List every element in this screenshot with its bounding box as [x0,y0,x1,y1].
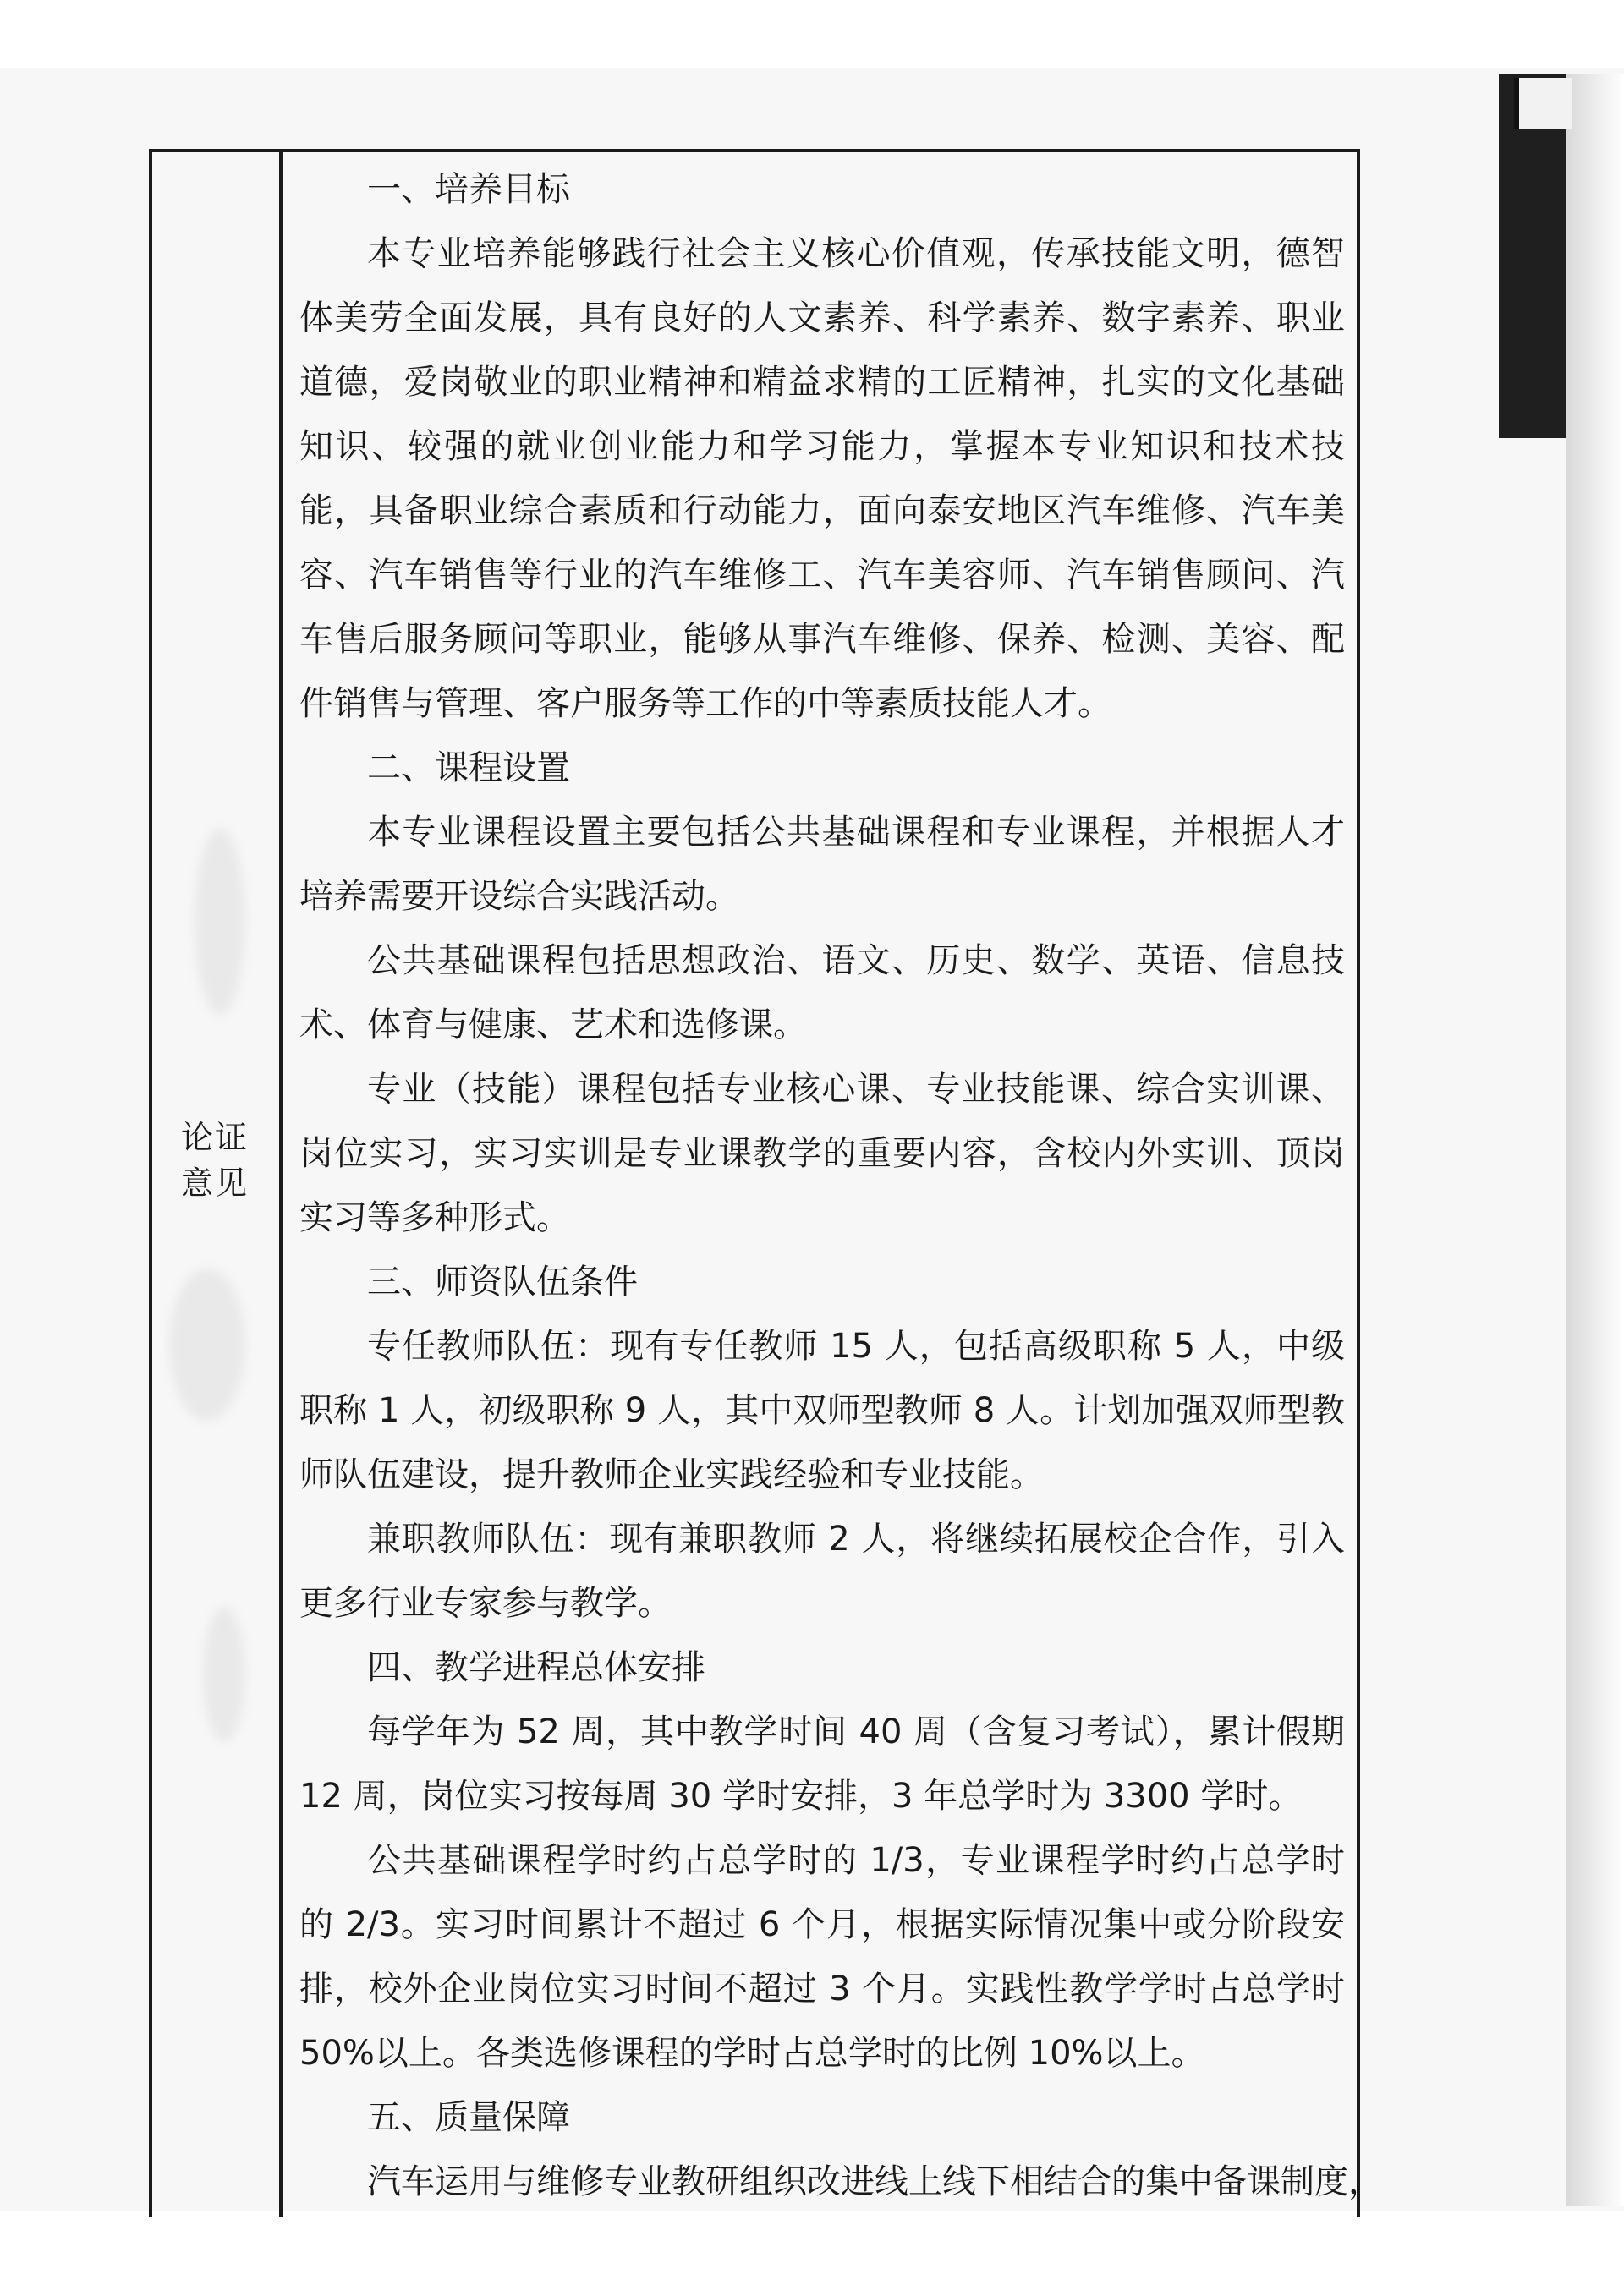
section-heading-faculty: 三、师资队伍条件 [367,1263,638,1301]
paragraph-schedule-hours: 公共基础课程学时约占总学时的 1/3，专业课程学时约占总学时的 2/3。实习时间累计不超过 6 个月，根据实际情况集中或分阶段安排，校外企业岗位实习时间不超过 3 个月。实践性教学学时占总学时 50%以上。各类选修课程的学时占总学时的比例 10%以上。 [299,1841,1345,2073]
section-heading-curriculum: 二、课程设置 [367,748,570,787]
row-label-line-2: 意见 [180,1164,249,1202]
binder-tab [1514,78,1572,129]
page-edge-shadow [1566,74,1624,2206]
paragraph-curriculum-overview: 本专业课程设置主要包括公共基础课程和专业课程，并根据人才培养需要开设综合实践活动。 [299,813,1345,916]
paragraph-professional-courses: 专业（技能）课程包括专业核心课、专业技能课、综合实训课、岗位实习，实习实训是专业课教学的重要内容，含校内外实训、顶岗实习等多种形式。 [299,1070,1345,1237]
row-label-line-1: 论证 [180,1119,249,1156]
paragraph-full-time-faculty: 专任教师队伍：现有专任教师 15 人，包括高级职称 5 人，中级职称 1 人，初级职称 9 人，其中双师型教师 8 人。计划加强双师型教师队伍建设，提升教师企业实践经验和专业技能。 [299,1327,1345,1494]
paragraph-training-goals: 本专业培养能够践行社会主义核心价值观，传承技能文明，德智体美劳全面发展，具有良好的人文素养、科学素养、数字素养、职业道德，爱岗敬业的职业精神和精益求精的工匠精神，扎实的文化基础知识、较强的就业创业能力和学习能力，掌握本专业知识和技术技能，具备职业综合素质和行动能力，面向泰安地区汽车维修、汽车美容、汽车销售等行业的汽车维修工、汽车美容师、汽车销售顾问、汽车售后服务顾问等职业，能够从事汽车维修、保养、检测、美容、配件销售与管理、客户服务等工作的中等素质技能人才。 [299,234,1345,723]
paragraph-quality: 汽车运用与维修专业教研组织改进线上线下相结合的集中备课制度， [367,2162,1382,2201]
paragraph-schedule-weeks: 每学年为 52 周，其中教学时间 40 周（含复习考试），累计假期 12 周，岗位实习按每周 30 学时安排，3 年总学时为 3300 学时。 [299,1712,1345,1816]
section-heading-schedule: 四、教学进程总体安排 [367,1648,705,1687]
scan-top-margin [0,0,1624,68]
paragraph-part-time-faculty: 兼职教师队伍：现有兼职教师 2 人，将继续拓展校企合作，引入更多行业专家参与教学。 [299,1520,1345,1623]
scan-bottom-margin [0,2211,1624,2296]
opinion-content [299,157,1382,2214]
paragraph-public-courses: 公共基础课程包括思想政治、语文、历史、数学、英语、信息技术、体育与健康、艺术和选修课。 [299,941,1345,1044]
section-heading-quality: 五、质量保障 [367,2098,570,2137]
row-label [149,1115,281,1206]
section-heading-training-goals: 一、培养目标 [367,170,570,209]
binder-clip [1499,74,1566,438]
